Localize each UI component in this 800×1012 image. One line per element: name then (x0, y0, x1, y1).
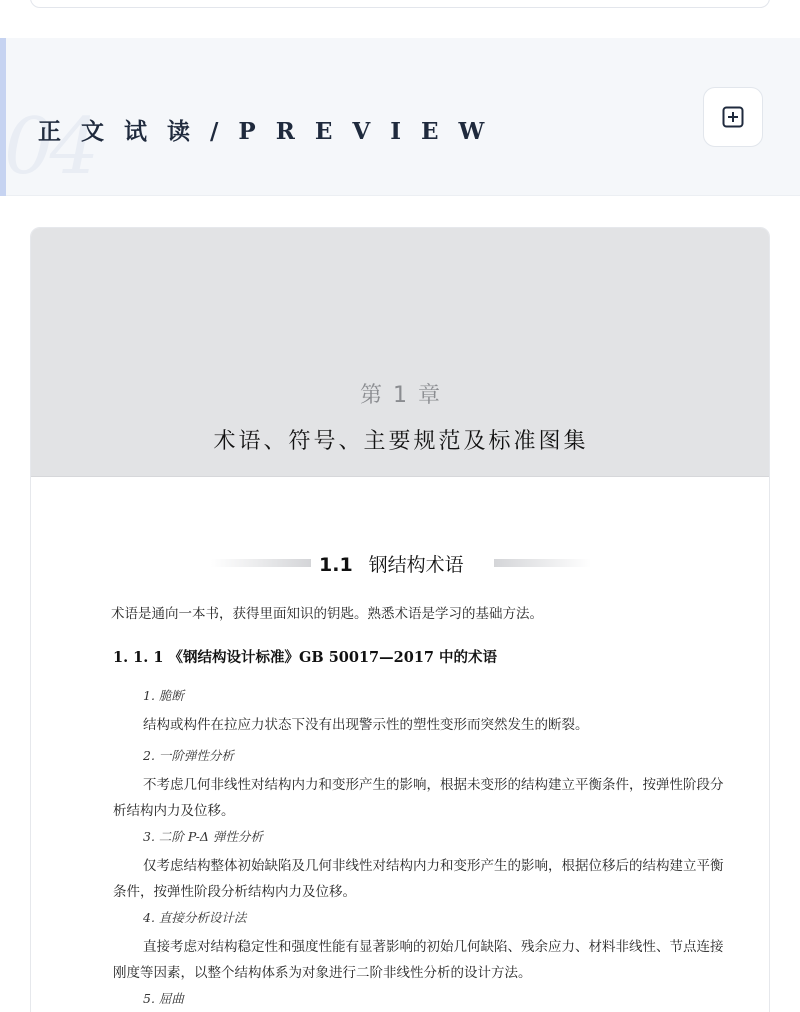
subsection-heading: 1. 1. 1 《钢结构设计标准》GB 50017—2017 中的术语 (113, 649, 498, 666)
preview-page[interactable] (30, 227, 770, 1012)
term-definition: 仅考虑结构整体初始缺陷及几何非线性对结构内力和变形产生的影响，根据位移后的结构建立平衡条件，按弹性阶段分析结构内力及位移。 (113, 858, 724, 900)
term-definition: 不考虑几何非线性对结构内力和变形产生的影响，根据未变形的结构建立平衡条件，按弹性阶段分析结构内力及位移。 (113, 777, 724, 819)
intro-paragraph: 术语是通向一本书，获得里面知识的钥匙。熟悉术语是学习的基础方法。 (111, 606, 543, 622)
term-title: 5. 屈曲 (143, 991, 184, 1006)
section-title: 正 文 试 读 / P R E V I E W (38, 118, 491, 145)
term-title: 2. 一阶弹性分析 (143, 748, 234, 763)
section-heading-title: 钢结构术语 (368, 554, 464, 576)
term-definition: 直接考虑对结构稳定性和强度性能有显著影响的初始几何缺陷、残余应力、材料非线性、节点连接刚度等因素，以整个结构体系为对象进行二阶非线性分析的设计方法。 (113, 939, 724, 981)
plus-square-icon (721, 105, 745, 129)
expand-button[interactable] (703, 87, 763, 147)
chapter-label: 第 1 章 (360, 383, 442, 408)
term-definition: 结构或构件在拉应力状态下没有出现警示性的塑性变形而突然发生的断裂。 (143, 717, 589, 733)
previous-card (30, 0, 770, 8)
heading-rule-left (211, 559, 311, 567)
term-title: 3. 二阶 P-Δ 弹性分析 (143, 829, 263, 844)
section-number-watermark: 04 (4, 102, 96, 192)
heading-rule-right (494, 559, 591, 567)
chapter-title: 术语、符号、主要规范及标准图集 (213, 429, 589, 454)
term-title: 4. 直接分析设计法 (143, 910, 247, 925)
chapter-banner (31, 228, 770, 477)
section-header (0, 38, 800, 196)
section-heading (211, 548, 591, 578)
section-number: 1.1 (319, 554, 353, 576)
term-title: 1. 脆断 (143, 688, 184, 703)
